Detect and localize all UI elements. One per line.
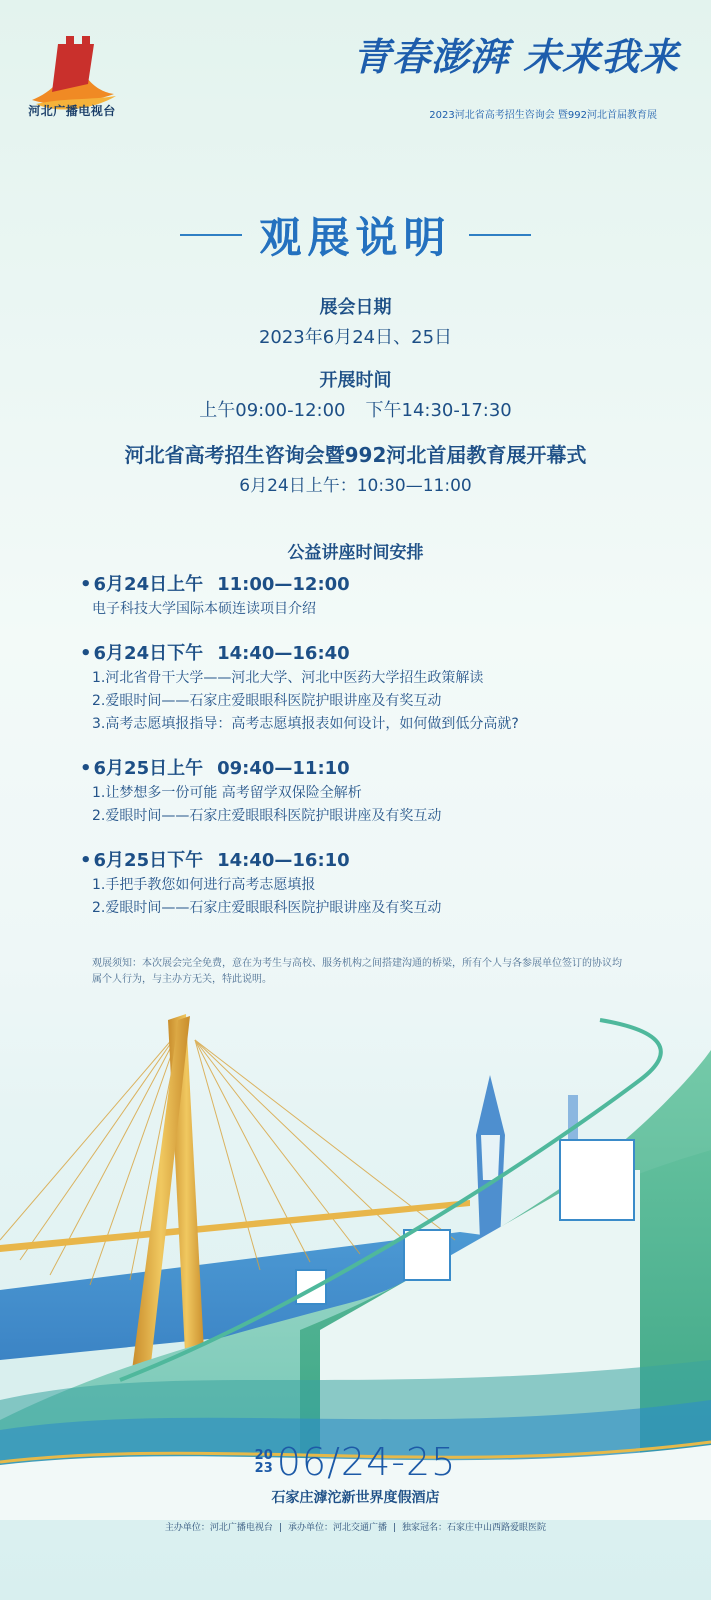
lectures-title: 公益讲座时间安排	[287, 543, 424, 563]
opening-hours-value	[0, 396, 711, 422]
title-sponsor: 独家冠名：石家庄中山西路爱眼医院	[402, 1523, 547, 1533]
lecture-heading	[80, 641, 640, 667]
lecture-date: 6月25日上午	[93, 758, 204, 779]
lecture-schedule	[80, 572, 640, 940]
lecture-block	[80, 641, 640, 736]
lecture-time: 09:40—11:10	[217, 758, 350, 779]
separator: |	[393, 1523, 397, 1533]
separator: |	[278, 1523, 282, 1533]
organizer: 主办单位：河北广播电视台	[164, 1523, 273, 1533]
page-title: 观展说明	[259, 205, 451, 265]
lecture-item: 2.爱眼时间——石家庄爱眼眼科医院护眼讲座及有奖互动	[92, 808, 442, 824]
opening-ceremony-title: 河北省高考招生咨询会暨992河北首届教育展开幕式	[124, 443, 587, 467]
title-wrap	[0, 205, 711, 265]
lecture-time: 14:40—16:10	[217, 850, 350, 871]
lecture-block	[80, 572, 640, 621]
lecture-date: 6月24日上午	[93, 574, 204, 595]
morning-hours: 上午09:00-12:00	[199, 400, 346, 421]
bullet-icon: •	[80, 574, 92, 595]
lecture-item: 1.让梦想多一份可能 高考留学双保险全解析	[92, 785, 362, 801]
title-right-rule	[469, 234, 531, 236]
event-date-range: 06/24-25	[276, 1440, 457, 1484]
lecture-heading	[80, 572, 640, 598]
lecture-time: 11:00—12:00	[217, 574, 350, 595]
year-stack	[255, 1449, 273, 1475]
opening-ceremony-time: 6月24日上午：10:30—11:00	[239, 476, 472, 496]
lecture-item: 1.河北省骨干大学——河北大学、河北中医药大学招生政策解读	[92, 670, 484, 686]
title-left-rule	[180, 234, 242, 236]
afternoon-hours: 下午14:30-17:30	[365, 400, 512, 421]
lecture-time: 14:40—16:40	[217, 643, 350, 664]
lecture-item: 1.手把手教您如何进行高考志愿填报	[92, 877, 316, 893]
lecture-heading	[80, 848, 640, 874]
co-organizer: 承办单位：河北交通广播	[287, 1523, 387, 1533]
lecture-item: 电子科技大学国际本硕连读项目介绍	[92, 601, 316, 617]
exhibition-date-label: 展会日期	[319, 297, 392, 318]
lecture-item: 3.高考志愿填报指导：高考志愿填报表如何设计，如何做到低分高就?	[92, 716, 519, 732]
venue: 石家庄滹沱新世界度假酒店	[271, 1490, 440, 1506]
bullet-icon: •	[80, 643, 92, 664]
bullet-icon: •	[80, 758, 92, 779]
logo-text: 河北广播电视台	[28, 104, 116, 118]
lecture-block	[80, 756, 640, 828]
event-date-banner	[0, 1440, 711, 1484]
bullet-icon: •	[80, 850, 92, 871]
year-top: 20	[254, 1448, 273, 1463]
lecture-date: 6月24日下午	[93, 643, 204, 664]
notice-text: 观展须知：本次展会完全免费，意在为考生与高校、服务机构之间搭建沟通的桥梁，所有个人与各参展单位签订的协议均属个人行为，与主办方无关，特此说明。	[92, 958, 622, 985]
lecture-item: 2.爱眼时间——石家庄爱眼眼科医院护眼讲座及有奖互动	[92, 900, 442, 916]
slogan-subtitle: 2023河北省高考招生咨询会 暨992河北首届教育展	[429, 110, 657, 121]
year-bottom: 23	[254, 1461, 273, 1476]
opening-hours-label: 开展时间	[319, 370, 392, 391]
lecture-block	[80, 848, 640, 920]
sponsors-line	[0, 1520, 711, 1533]
slogan: 青春澎湃 未来我来	[352, 34, 679, 79]
lecture-item: 2.爱眼时间——石家庄爱眼眼科医院护眼讲座及有奖互动	[92, 693, 442, 709]
lecture-heading	[80, 756, 640, 782]
lecture-date: 6月25日下午	[93, 850, 204, 871]
exhibition-date-value: 2023年6月24日、25日	[258, 327, 453, 348]
